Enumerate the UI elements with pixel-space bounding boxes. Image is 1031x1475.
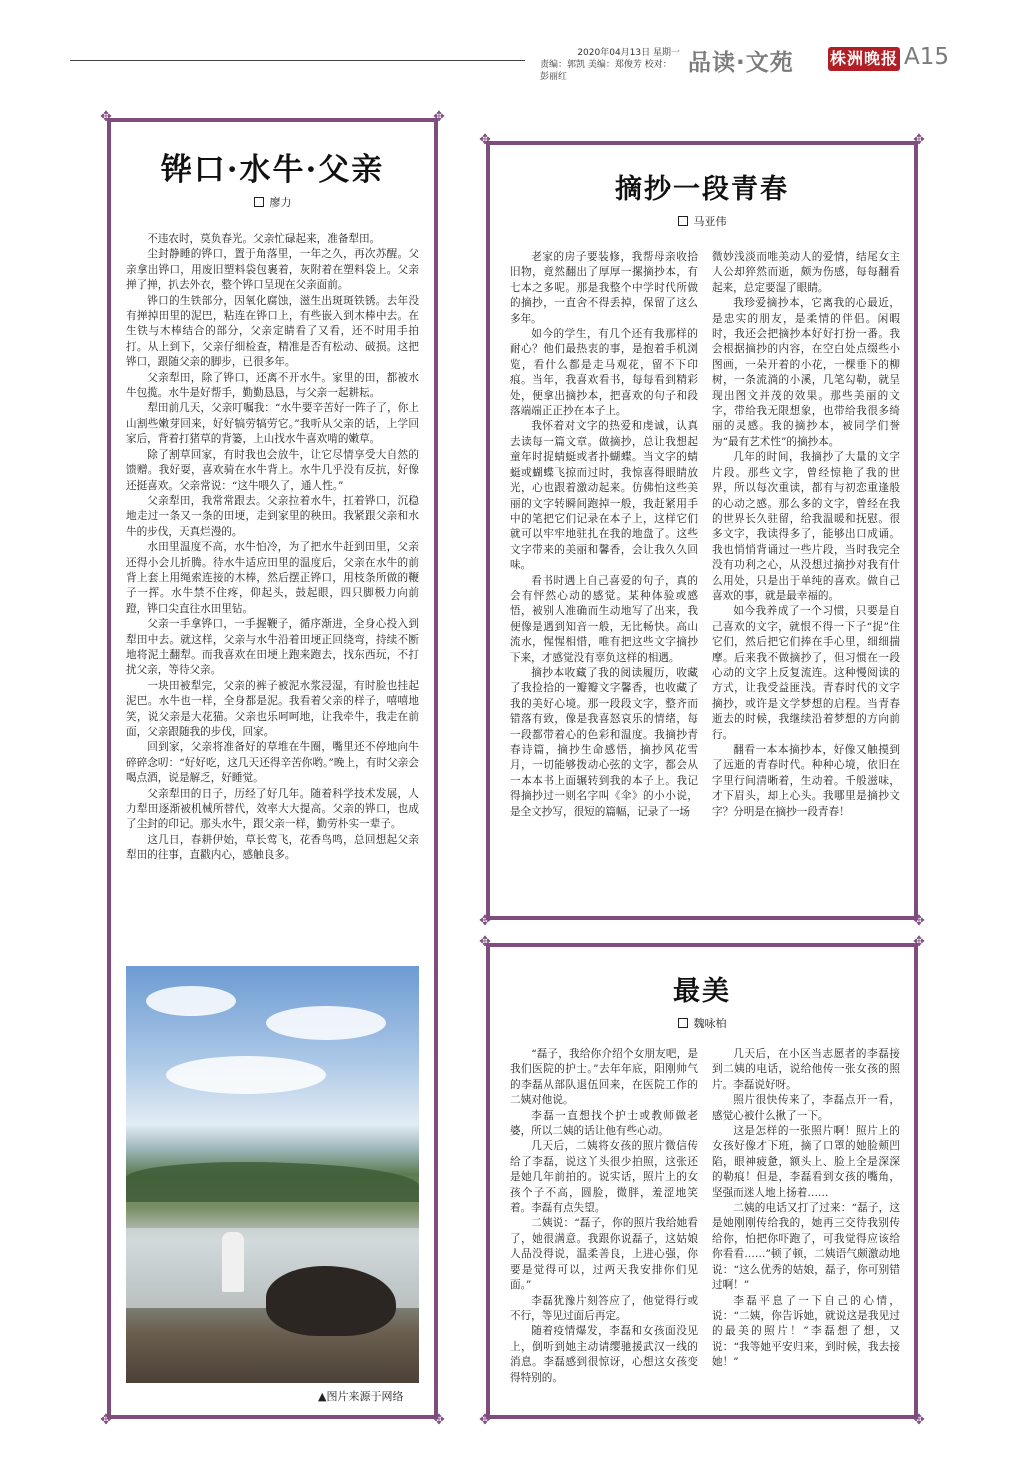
corner-ornament-icon: ✥ (913, 934, 925, 950)
cloud (166, 1056, 326, 1094)
paragraph: 李磊平息了一下自己的心情，说：“二姨，你告诉她，就说这是我见过的最美的照片！”李磊想了想，又说：“我等她平安归来，到时候，我去接她！” (712, 1294, 900, 1369)
paragraph: 如今的学生，有几个还有我那样的耐心？他们最热衷的事，是抱着手机浏览，看什么都是走马观花，留不下印痕。当年，我喜欢看书，每每看到精彩处，便拿出摘抄本，把喜欢的句子和段落端端正正抄在本子上。 (510, 328, 698, 418)
issue-date: 2020年04月13日 星期一 (577, 48, 680, 58)
corner-ornament-icon: ✥ (100, 109, 112, 125)
paragraph: 翻看一本本摘抄本，好像又触摸到了远逝的青春时代。种种心境，依旧在字里行间清晰着，生动着。千般滋味，才下眉头，却上心头。我哪里是摘抄文字？分明是在摘抄一段青春！ (712, 744, 900, 818)
corner-ornament-icon: ✥ (479, 132, 491, 148)
paragraph: 几天后，二姨将女孩的照片微信传给了李磊，说这丫头很少拍照，这张还是她几年前拍的。说实话，照片上的女孩个子不高，圆脸，微胖，羞涩地笑着。李磊有点失望。 (510, 1140, 698, 1215)
paragraph: 如今我养成了一个习惯，只要是自己喜欢的文字，就恨不得一下子“捉”住它们，然后把它们捧在手心里，细细揣摩。后来我不做摘抄了，但习惯在一段心动的文字上反复流连。这种慢阅读的方式，让我受益匪浅。青春时代的文字摘抄，或许是文学梦想的启程。当青春逝去的时候，我继续沿着梦想的方向前行。 (712, 605, 900, 741)
paragraph: 几天后，在小区当志愿者的李磊接到二姨的电话，说给他传一张女孩的照片。李磊说好呀。 (712, 1048, 900, 1091)
paragraph: 老家的房子要装修，我帮母亲收拾旧物，竟然翻出了厚厚一摞摘抄本，有七本之多呢。那是我整个中学时代所做的摘抄，一直舍不得丢掉，保留了这么多年。 (510, 251, 698, 325)
corner-ornament-icon: ✥ (433, 109, 445, 125)
paragraph: “磊子，我给你介绍个女朋友吧，是我们医院的护士。”去年年底，阳刚帅气的李磊从部队退伍回来，在医院工作的二姨对他说。 (510, 1048, 698, 1107)
photo-caption: ▲图片来源于网络 (318, 1390, 404, 1403)
paragraph: 二姨的电话又打了过来：“磊子，这是她刚刚传给我的，她再三交待我别传给你，怕把你吓跑了，可我觉得应该给你看看……”顿了顿，二姨语气颇激动地说：“这么优秀的姑娘，磊子，你可别错过啊！” (712, 1202, 900, 1292)
paragraph: 我珍爱摘抄本，它离我的心最近，是忠实的朋友，是柔情的伴侣。闲暇时，我还会把摘抄本好好打扮一番。我会根据摘抄的内容，在空白处点缀些小图画，一朵开着的小花，一棵垂下的柳树，一条流淌的小溪，几笔勾勒，就呈现出图文并茂的效果。那些美丽的文字，带给我无限想象，也带给我很多绮丽的灵感。我的摘抄本，被同学们誉为“最有艺术性”的摘抄本。 (712, 297, 900, 448)
paragraph: 我怀着对文字的热爱和虔诚，认真去读每一篇文章。做摘抄，总让我想起童年时捉蜻蜓或者扑蝴蝶。当文字的蜻蜓或蝴蝶飞掠而过时，我惊喜得眼睛放光，心也跟着激动起来。仿佛怕这些美丽的文字转瞬间跑掉一般，我赶紧用手中的笔把它们记录在本子上，这样它们就可以牢牢地驻扎在我的地盘了。这些文字带来的美丽和馨香，会让我久久回味。 (510, 420, 698, 572)
paragraph: 铧口的生铁部分，因氧化腐蚀，滋生出斑斑铁锈。去年没有掸掉田里的泥巴，粘连在铧口上，有些嵌入到木棒中去。在生铁与木棒结合的部分，父亲定睛看了又看，还不时用手拍打。从上到下，父亲仔细检查，精准是否有松动、破损。这把铧口，跟随父亲的脚步，已很多年。 (126, 294, 419, 369)
paragraph: 这是怎样的一张照片啊！照片上的女孩好像才下班，摘了口罩的她脸颊凹陷，眼神疲惫，额头上、脸上全是深深的勒痕！但是，李磊看到女孩的嘴角，坚强而迷人地上扬着…… (712, 1125, 900, 1199)
paragraph: 父亲犁田的日子，历经了好几年。随着科学技术发展，人力犁田逐渐被机械所替代，效率大大提高。父亲的铧口，也成了尘封的印记。那头水牛，跟父亲一样，勤劳朴实一辈子。 (126, 787, 419, 831)
square-icon (254, 197, 264, 207)
corner-ornament-icon: ✥ (479, 913, 491, 929)
paragraph: 水田里温度不高，水牛怕冷，为了把水牛赶到田里，父亲还得小会儿折腾。待水牛适应田里的温度后，父亲在水牛的前背上套上用绳索连接的木棒，然后摆正铧口，用枝条所做的鞭子一挥。水牛禁不住疼，仰起头，鼓起眼，四只脚极力向前蹬，铧口尖直往水田里钻。 (126, 541, 419, 615)
cloud (146, 986, 236, 1016)
farmer (222, 1232, 244, 1292)
header-meta (540, 47, 680, 83)
paragraph: 照片很快传来了，李磊点开一看，感觉心被什么揪了一下。 (712, 1094, 900, 1122)
paragraph: 尘封静睡的铧口，置于角落里，一年之久，再次苏醒。父亲拿出铧口，用废旧塑料袋包裹着，灰附着在塑料袋上。父亲掸了掸，扒去外衣，整个铧口呈现在父亲面前。 (126, 248, 419, 292)
paragraph: 李磊犹豫片刻答应了，他觉得行或不行，等见过面后再定。 (510, 1294, 698, 1322)
corner-ornament-icon: ✥ (479, 934, 491, 950)
paragraph: 父亲犁田，除了铧口，还离不开水牛。家里的田，都被水牛包揽。水牛是好帮手，勤勤恳恳，与父亲一起耕耘。 (126, 371, 419, 400)
paragraph: 随着疫情爆发，李磊和女孩面没见上，倒听到她主动请缨驰援武汉一线的消息。李磊感到很惊讶，心想这女孩变得特别的。 (510, 1325, 698, 1384)
square-icon (678, 1018, 688, 1028)
corner-ornament-icon: ✥ (100, 1412, 112, 1428)
paragraph: 除了割草回家，有时我也会放牛，让它尽情享受大自然的馈赠。我好耍，喜欢骑在水牛背上。水牛几乎没有反抗，好像还挺喜欢。父亲常说：“这牛喂久了，通人性。” (126, 448, 419, 492)
paragraph: 看书时遇上自己喜爱的句子，真的会有怦然心动的感觉。某种体验或感悟，被别人准确而生动地写了出来，我便像是遇到知音一般，无比畅快。高山流水，惺惺相惜，唯有把这些文字摘抄下来，才感觉没有辜负这样的相遇。 (510, 574, 698, 664)
newspaper-logo: 株洲晚报 (828, 47, 900, 71)
paragraph: 微妙浅淡而唯美动人的爱情，结尾女主人公却猝然而逝，颇为伤感，每每翻看起来，总定要湿了眼睛。 (712, 251, 900, 294)
article-body (126, 232, 419, 932)
paragraph: 父亲一手拿铧口，一手握鞭子，循序渐进，全身心投入到犁田中去。就这样，父亲与水牛沿着田埂正回绕弯，持续不断地将泥土翻犁。而我喜欢在田埂上跑来跑去，找东西玩，不打扰父亲，等待父亲。 (126, 618, 419, 677)
paragraph: 李磊一直想找个护士或教师做老婆，所以二姨的话让他有些心动。 (510, 1109, 698, 1138)
article-author: 廖力 (111, 194, 434, 210)
article-title: 铧口·水牛·父亲 (160, 152, 385, 188)
hill (126, 1162, 419, 1202)
paragraph: 几年的时间，我摘抄了大量的文字片段。那些文字，曾经惊艳了我的世界，所以每次重读，都有与初恋重逢般的心动之感。那么多的文字，曾经在我的世界长久驻留，给我温暖和抚慰。很多文字，我读得多了，能够出口成诵。我也悄悄背诵过一些片段，当时我完全没有功利之心，从没想过摘抄对我有什么用处，只是出于单纯的喜欢。做自己喜欢的事，就是最幸福的。 (712, 451, 900, 602)
article-body-col2 (712, 250, 900, 910)
article-body-col1 (510, 1047, 698, 1402)
paragraph: 犁田前几天，父亲叮嘱我：“水牛要辛苦好一阵子了，你上山割些嫩芽回来，好好犒劳犒劳它。”我听从父亲的话，上学回家后，背着打猪草的背篓，上山找水牛喜欢啃的嫩草。 (126, 402, 419, 446)
article-title: 最美 (673, 976, 731, 1007)
article-author: 魏咏柏 (490, 1015, 914, 1031)
farming-photo (126, 966, 419, 1383)
article-box-most-beautiful (479, 934, 925, 1428)
corner-ornament-icon: ✥ (913, 1412, 925, 1428)
corner-ornament-icon: ✥ (479, 1412, 491, 1428)
paragraph: 这几日，春耕伊始，草长莺飞，花香鸟鸣，总回想起父亲犁田的往事，直戳内心，感触良多。 (126, 833, 419, 862)
article-title: 摘抄一段青春 (615, 174, 789, 205)
section-title: 品读·文苑 (688, 50, 794, 76)
article-box-youth (479, 132, 925, 929)
corner-ornament-icon: ✥ (913, 913, 925, 929)
corner-ornament-icon: ✥ (433, 1412, 445, 1428)
page-number: A15 (904, 44, 950, 70)
paragraph: 回到家，父亲将准备好的草堆在牛圈，嘴里还不停地向牛碎碎念叨：“好好吃，这几天还得辛苦你哟。”晚上，有时父亲会喝点酒，说是解乏，好睡觉。 (126, 741, 419, 785)
paragraph: 父亲犁田，我常常跟去。父亲拉着水牛，扛着铧口，沉稳地走过一条又一条的田埂，走到家里的秧田。我紧跟父亲和水牛的步伐，天真烂漫的。 (126, 494, 419, 538)
article-body-col1 (510, 250, 698, 910)
article-body-col2 (712, 1047, 900, 1402)
paragraph: 摘抄本收藏了我的阅读履历，收藏了我捡拾的一瓣瓣文字馨香，也收藏了我的美好心境。那一段段文字，整齐而错落有致，像是我喜怒哀乐的情绪，每一段都带着心的色彩和温度。我摘抄青春诗篇，摘抄生命感悟，摘抄风花雪月，一切能够拨动心弦的文字，都会从一本本书上面辗转到我的本子上。我记得摘抄过一则名字叫《伞》的小小说，是全文抄写，很短的篇幅，记录了一场 (510, 666, 698, 818)
article-author: 马亚伟 (490, 213, 914, 229)
square-icon (678, 216, 688, 226)
editors-line: 责编：郭凯 美编：郑俊芳 校对：彭丽红 (540, 60, 672, 82)
paragraph: 二姨说：“磊子，你的照片我给她看了，她很满意。我跟你说磊子，这姑娘人品没得说，温柔善良，上进心强，你要是觉得可以，过两天我安排你们见面。” (510, 1217, 698, 1292)
paragraph: 一块田被犁完，父亲的裤子被泥水浆浸湿，有时脸也挂起泥巴。水牛也一样，全身都是泥。我看着父亲的样子，嘻嘻地笑，说父亲是大花猫。父亲也乐呵呵地，让我牵牛，我走在前面，父亲跟随我的步伐，回家。 (126, 679, 419, 738)
header-rule (70, 60, 525, 61)
cloud (266, 1006, 386, 1040)
corner-ornament-icon: ✥ (913, 132, 925, 148)
paragraph: 不违农时，莫负春光。父亲忙碌起来，准备犁田。 (147, 233, 381, 245)
